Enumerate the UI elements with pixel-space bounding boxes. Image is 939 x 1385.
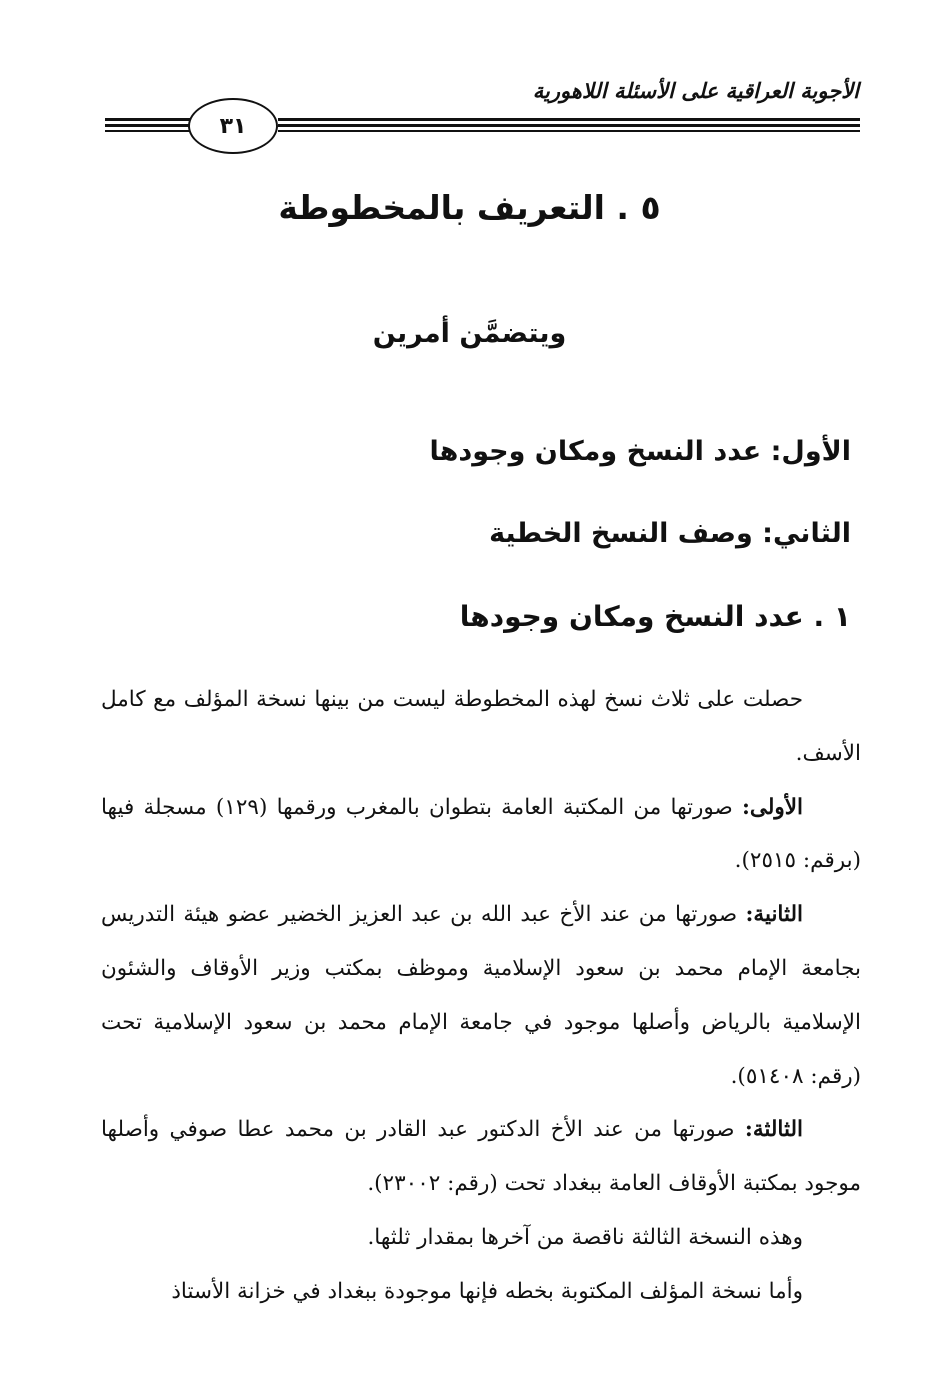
header-rule (105, 130, 191, 132)
paragraph-note: وهذه النسخة الثالثة ناقصة من آخرها بمقدار ثلثها. (367, 1224, 803, 1250)
paragraph-intro: حصلت على ثلاث نسخ لهذه المخطوطة ليست من بينها نسخة المؤلف مع كامل الأسف. (101, 687, 861, 766)
copy-2-label: الثانية: (745, 902, 803, 928)
page-number: ٣١ (219, 113, 247, 139)
copy-1-text: صورتها من المكتبة العامة بتطوان بالمغرب ورقمها (١٢٩) مسجلة فيها (برقم: ٢٥١٥). (101, 794, 861, 874)
page-number-oval (188, 98, 278, 154)
copy-3-text: صورتها من عند الأخ الدكتور عبد القادر بن محمد عطا صوفي وأصلها موجود بمكتبة الأوقاف العامة ببغداد تحت (رقم: ٢٣٠٠٢). (101, 1117, 861, 1197)
paragraph-author-copy: وأما نسخة المؤلف المكتوبة بخطه فإنها موجودة ببغداد في خزانة الأستاذ (171, 1278, 803, 1304)
copy-2-text: صورتها من عند الأخ عبد الله بن عبد العزيز الخضير عضو هيئة التدريس بجامعة الإمام محمد بن سعود الإسلامية وموظف بمكتب وزير الأوقاف والشئون الإسلامية بالرياض وأصلها موجود في جامعة الإمام محمد بن سعود الإسلامية تحت (رقم: ٥١٤٠٨). (101, 902, 861, 1089)
copy-3-label: الثالثة: (744, 1117, 803, 1143)
header-rule (105, 118, 191, 121)
running-header-title: الأجوبة العراقية على الأسئلة اللاهورية (532, 78, 859, 103)
header-rule (105, 124, 191, 127)
section-title: ٥ . التعريف بالمخطوطة (278, 188, 661, 227)
section-subtitle: ويتضمَّن أمرين (372, 318, 567, 349)
paragraph-copy-1 (101, 781, 861, 889)
header-rule (278, 118, 860, 121)
body-text (101, 673, 861, 1319)
header-rule (278, 130, 860, 132)
paragraph-copy-3 (101, 1103, 861, 1211)
item-second-heading: الثاني: وصف النسخ الخطية (489, 518, 851, 549)
item-first-heading: الأول: عدد النسخ ومكان وجودها (429, 436, 851, 467)
copy-1-label: الأولى: (741, 794, 803, 820)
subsection-title: ١ . عدد النسخ ومكان وجودها (459, 600, 851, 633)
header-rule (278, 124, 860, 127)
paragraph-copy-2 (101, 888, 861, 1103)
